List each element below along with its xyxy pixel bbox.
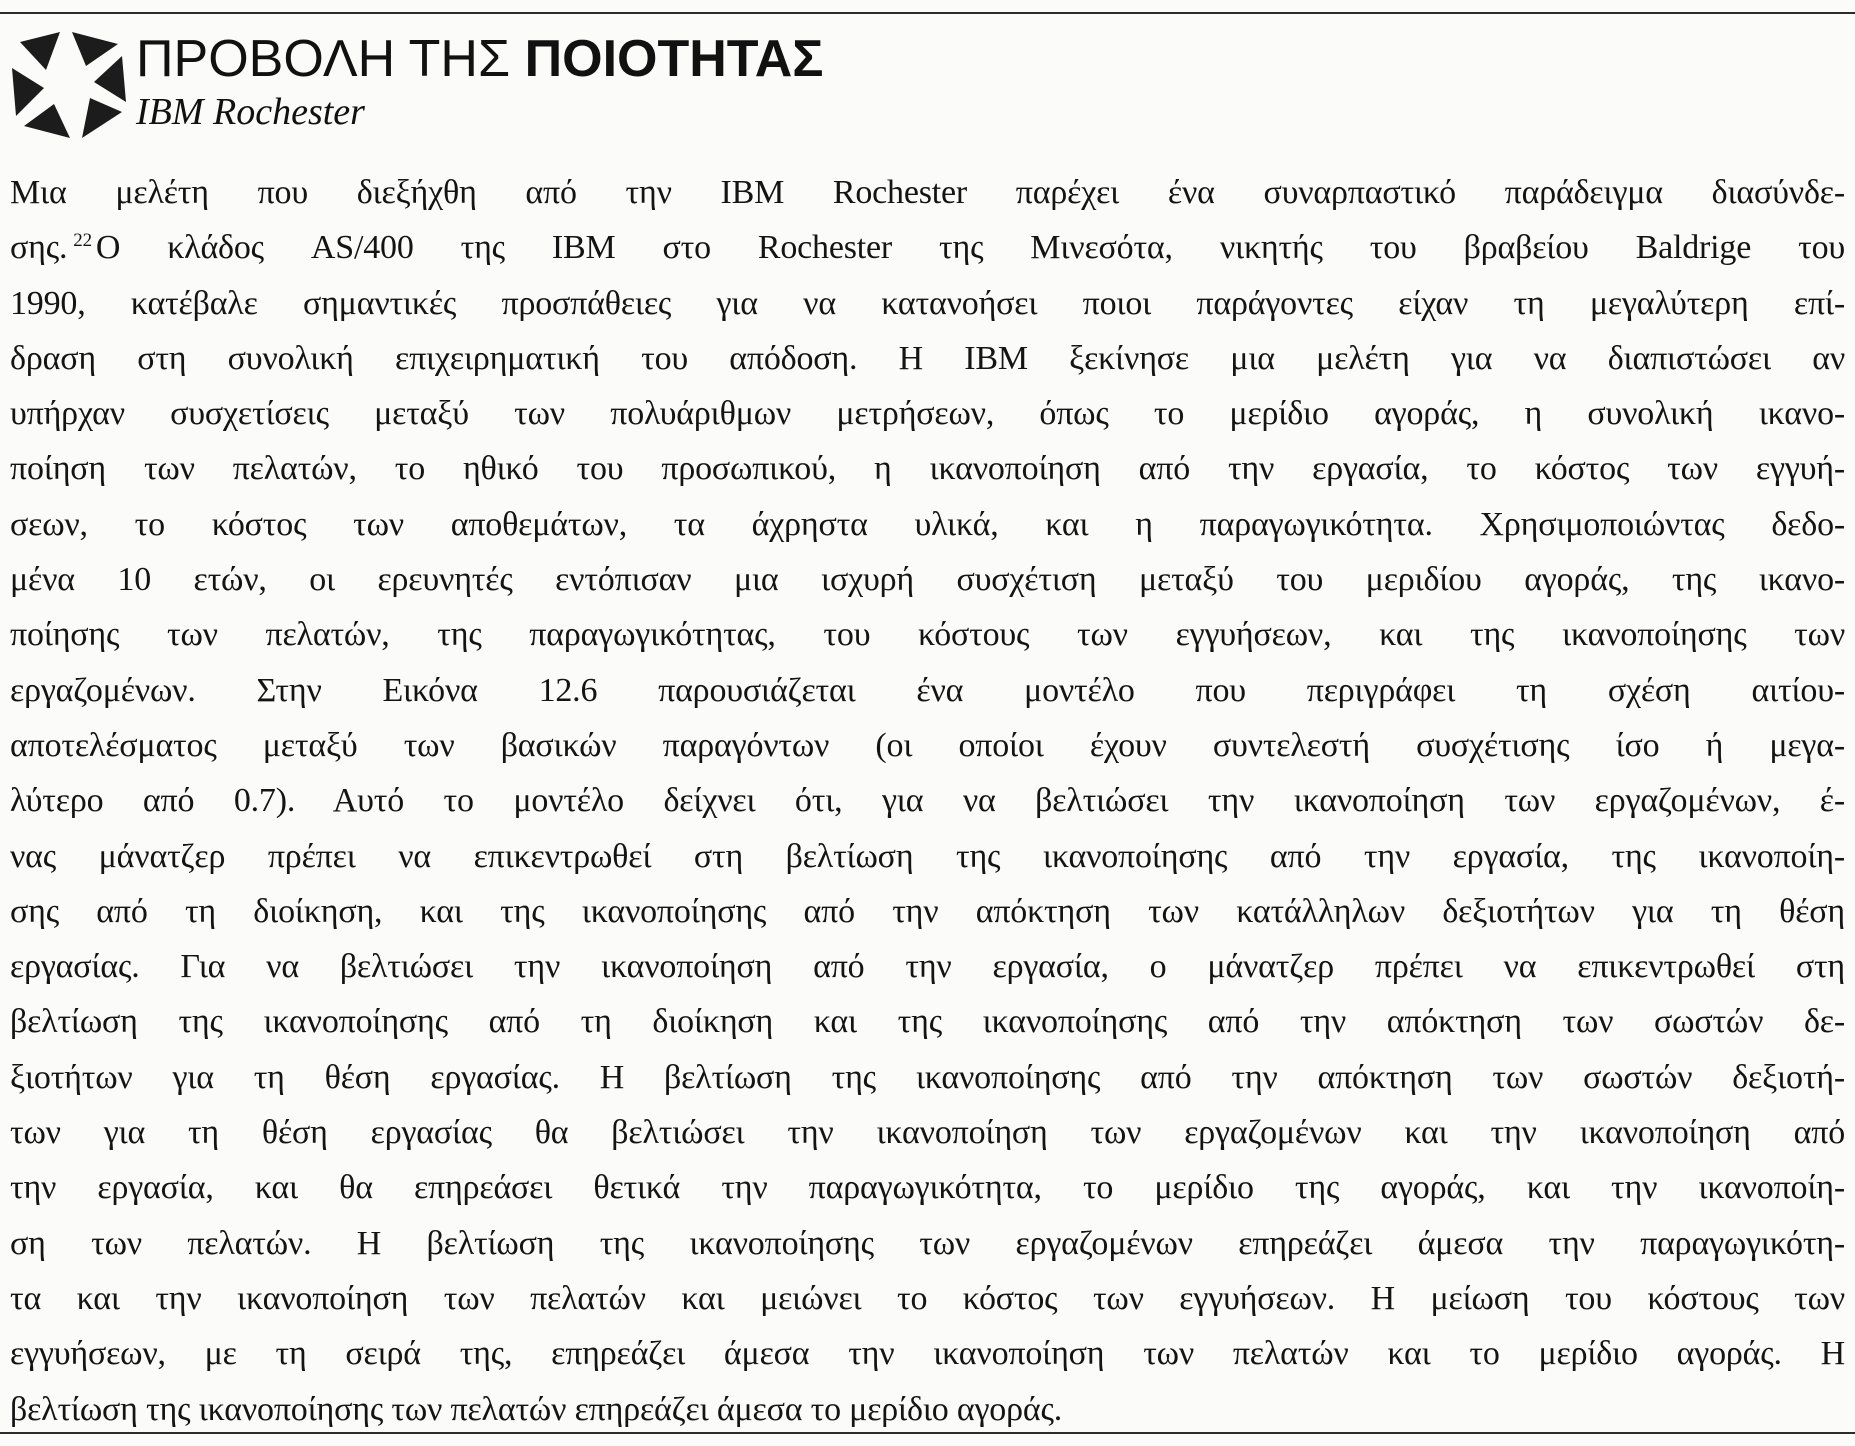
top-rule (0, 12, 1855, 14)
text-line: δραση στη συνολική επιχειρηματική του απόδοση. Η IBM ξεκίνησε μια μελέτη για να διαπιστώσει αν (10, 339, 1845, 377)
text-line: σης από τη διοίκηση, και της ικανοποίησης από την απόκτηση των κατάλληλων δεξιοτήτων για τη θέση (10, 892, 1845, 930)
text-line: των για τη θέση εργασίας θα βελτιώσει την ικανοποίηση των εργαζομένων και την ικανοποίηση από (10, 1114, 1845, 1152)
text-line: λύτερο από 0.7). Αυτό το μοντέλο δείχνει ότι, για να βελτιώσει την ικανοποίηση των εργαζομένων, έ- (10, 782, 1845, 820)
shutter-logo-icon (10, 30, 128, 140)
text-line: νας μάνατζερ πρέπει να επικεντρωθεί στη βελτίωση της ικανοποίησης από την εργασία, της ικανοποίη- (10, 837, 1845, 875)
text-line: ποίησης των πελατών, της παραγωγικότητας, του κόστους των εγγυήσεων, και της ικανοποίησης των (10, 616, 1845, 654)
bottom-rule (0, 1432, 1855, 1434)
text-line: ποίηση των πελατών, το ηθικό του προσωπικού, η ικανοποίηση από την εργασία, το κόστος των εγγυή- (10, 450, 1845, 488)
text-line: Μια μελέτη που διεξήχθη από την IBM Rochester παρέχει ένα συναρπαστικό παράδειγμα διασύνδε- (10, 174, 1845, 211)
text-line (10, 220, 1845, 275)
text-line: την εργασία, και θα επηρεάσει θετικά την παραγωγικότητα, το μερίδιο της αγοράς, και την ικανοποίη- (10, 1169, 1845, 1207)
text-line: βελτίωση της ικανοποίησης από τη διοίκηση και της ικανοποίησης από την απόκτηση των σωστών δε- (10, 1003, 1845, 1041)
text-line: υπήρχαν συσχετίσεις μεταξύ των πολυάριθμων μετρήσεων, όπως το μερίδιο αγοράς, η συνολική ικανο- (10, 395, 1845, 433)
body-paragraph (10, 165, 1845, 1437)
text-line: εργασίας. Για να βελτιώσει την ικανοποίηση από την εργασία, ο μάνατζερ πρέπει να επικεντρωθεί στη (10, 948, 1845, 986)
text-line-rest: Ο κλάδος AS/400 της IBM στο Rochester της Μινεσότα, νικητής του βραβείου Baldrige του (95, 229, 1845, 267)
text-line: βελτίωση της ικανοποίησης των πελατών επηρεάζει άμεσα το μερίδιο αγοράς. (10, 1390, 1063, 1428)
text-line: τα και την ικανοποίηση των πελατών και μειώνει το κόστος των εγγυήσεων. Η μείωση του κόστους των (10, 1279, 1845, 1317)
text-line: ση των πελατών. Η βελτίωση της ικανοποίησης των εργαζομένων επηρεάζει άμεσα την παραγωγικότη- (10, 1224, 1845, 1262)
title-regular: ΠΡΟΒΟΛΗ ΤΗΣ (136, 30, 525, 88)
text-line: εγγυήσεων, με τη σειρά της, επηρεάζει άμεσα την ικανοποίηση των πελατών και το μερίδιο αγοράς. Η (10, 1335, 1845, 1373)
text-line: αποτελέσματος μεταξύ των βασικών παραγόντων (οι οποίοι έχουν συντελεστή συσχέτισης ίσο ή μεγα- (10, 726, 1845, 764)
text-line: ξιοτήτων για τη θέση εργασίας. Η βελτίωση της ικανοποίησης από την απόκτηση των σωστών δεξιοτή- (10, 1058, 1845, 1096)
text-line-start: σης. (10, 229, 68, 267)
title-bold: ΠΟΙΟΤΗΤΑΣ (524, 30, 824, 88)
text-line: μένα 10 ετών, οι ερευνητές εντόπισαν μια ισχυρή συσχέτιση μεταξύ του μεριδίου αγοράς, της ικανο- (10, 561, 1845, 599)
footnote-reference: 22 (73, 229, 92, 251)
text-line: 1990, κατέβαλε σημαντικές προσπάθειες για να κατανοήσει ποιοι παράγοντες είχαν τη μεγαλύτερη επί- (10, 284, 1845, 322)
text-line: σεων, το κόστος των αποθεμάτων, τα άχρηστα υλικά, και η παραγωγικότητα. Χρησιμοποιώντας δεδο- (10, 505, 1845, 543)
section-title (136, 28, 823, 90)
section-subtitle: IBM Rochester (136, 91, 365, 133)
text-line: εργαζομένων. Στην Εικόνα 12.6 παρουσιάζεται ένα μοντέλο που περιγράφει τη σχέση αιτίου- (10, 671, 1845, 709)
